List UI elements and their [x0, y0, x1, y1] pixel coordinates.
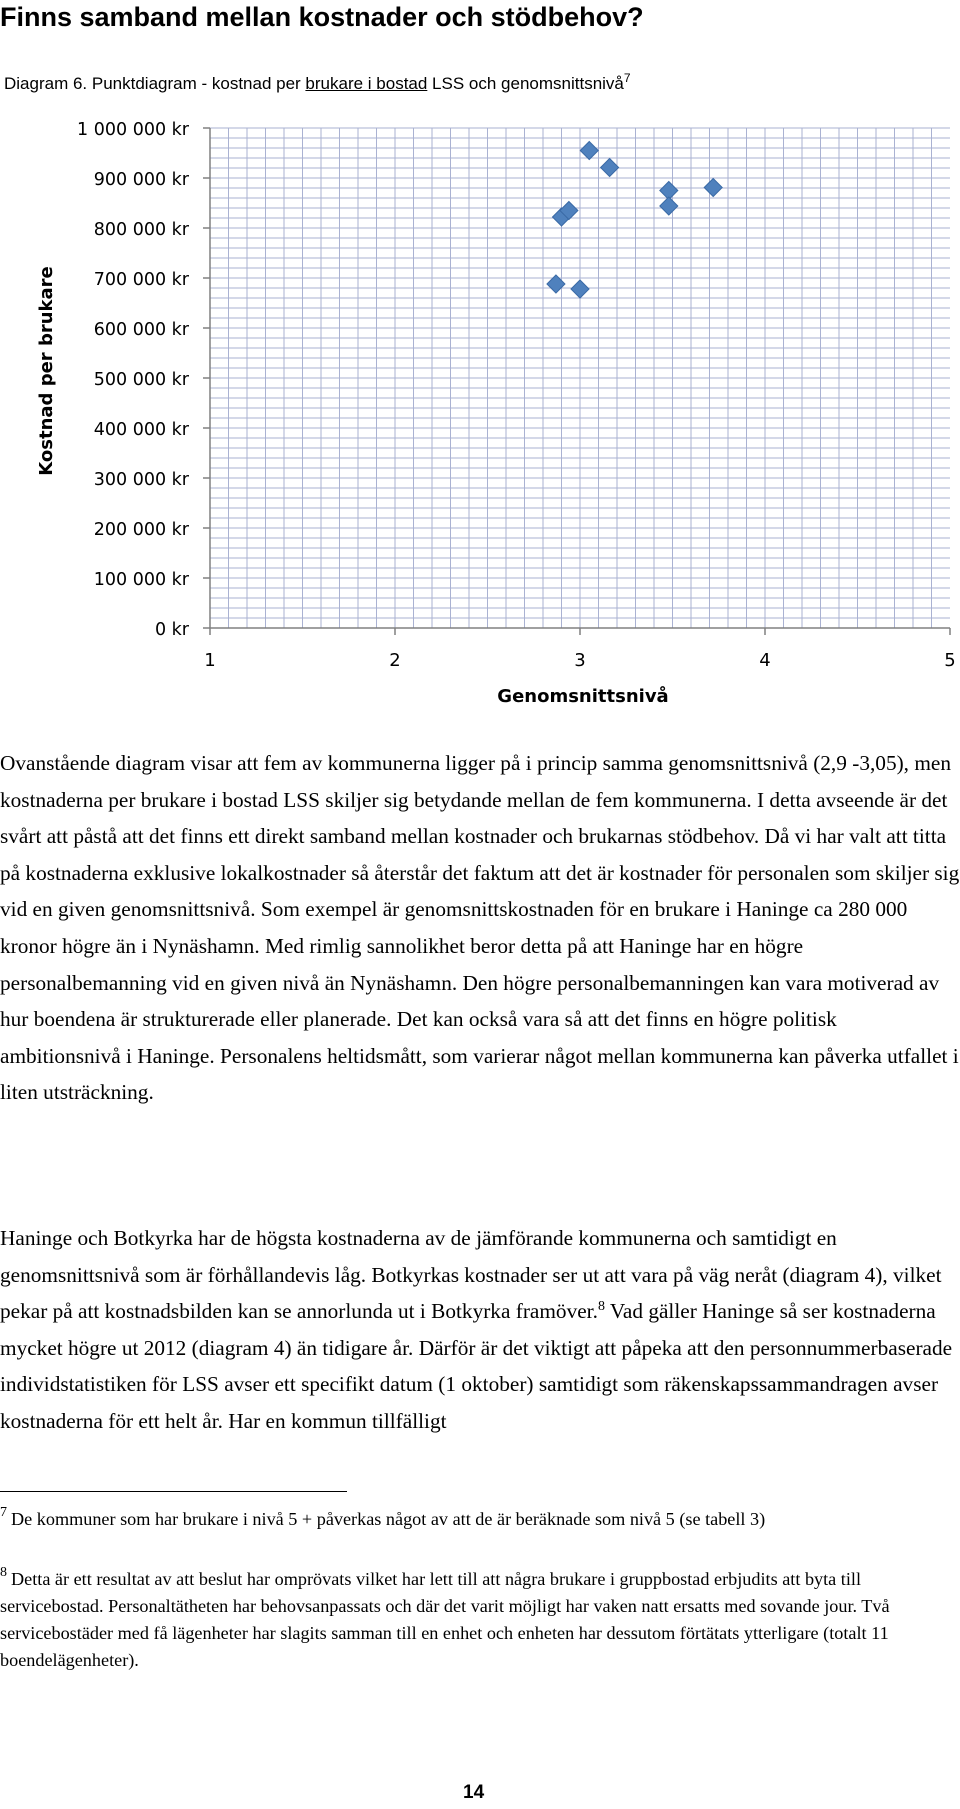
- y-tick-label: 200 000 kr: [93, 520, 189, 540]
- footnote-7-number: 7: [0, 1505, 7, 1520]
- footnote-ref-8: 8: [597, 1299, 605, 1315]
- x-axis-label: Genomsnittsnivå: [497, 686, 669, 707]
- y-tick-label: 0 kr: [154, 620, 189, 640]
- x-tick-label: 3: [574, 650, 586, 671]
- y-axis-label: Kostnad per brukare: [36, 266, 57, 476]
- x-tick-label: 2: [389, 650, 401, 671]
- data-point-marker: [704, 179, 722, 197]
- data-point-marker: [601, 159, 619, 177]
- y-tick-label: 700 000 kr: [93, 270, 189, 290]
- chart-axes: [203, 128, 950, 635]
- x-tick-labels: [204, 650, 955, 671]
- page-number: 14: [463, 1782, 485, 1803]
- data-points: [547, 142, 722, 299]
- data-point-marker: [660, 197, 678, 215]
- y-tick-labels: [77, 120, 190, 640]
- caption-footnote-ref: 7: [623, 71, 631, 85]
- y-tick-label: 1 000 000 kr: [77, 120, 189, 140]
- page-heading: Finns samband mellan kostnader och stödbehov?: [0, 2, 644, 32]
- data-point-marker: [580, 142, 598, 160]
- footnote-separator: [0, 1491, 347, 1492]
- caption-underlined-text: brukare i bostad: [305, 74, 428, 93]
- body-paragraph-2: [0, 1220, 960, 1440]
- body-paragraph-1: Ovanstående diagram visar att fem av kommunerna ligger på i princip samma genomsnittsnivå (2,9 -3,05), men kostnaderna per brukare i bostad LSS skiljer sig betydande mellan de fem kommunerna. I detta avseende är det svårt att påstå att det finns ett direkt samband mellan kostnader och brukarnas stödbehov. Då vi har valt att titta på kostnaderna exklusive lokalkostnader så återstår det faktum att det är kostnader för personalen som skiljer sig vid en given genomsnittsnivå. Som exempel är genomsnittskostnaden för en brukare i Haninge ca 280 000 kronor högre än i Nynäshamn. Med rimlig sannolikhet beror detta på att Haninge har en högre personalbemanning vid en given nivå än Nynäshamn. Den högre personalbemanningen kan vara motiverad av hur boendena är strukturerade eller planerade. Det kan också vara så att det finns en högre politisk ambitionsnivå i Haninge. Personalens heltidsmått, som varierar något mellan kommunerna kan påverka utfallet i liten utsträckning.: [0, 751, 960, 1105]
- paragraph-2-part-2: Vad gäller Haninge så ser kostnaderna mycket högre ut 2012 (diagram 4) än tidigare år. Därför är det viktigt att påpeka att den personnummerbaserade individstatistiken för LSS avser ett specifikt datum (1 oktober) samtidigt som räkenskapssammandragen avser kostnaderna för ett helt år. Har en kommun tillfälligt: [0, 1299, 953, 1433]
- footnote-7: [0, 1506, 960, 1533]
- diagram-caption: [4, 71, 631, 94]
- y-tick-label: 400 000 kr: [93, 420, 189, 440]
- y-tick-label: 300 000 kr: [93, 470, 189, 490]
- footnote-8-text: Detta är ett resultat av att beslut har omprövats vilket har lett till att några brukare i gruppbostad erbjudits att byta till servicebostad. Personaltätheten har behovsanpassats och där det varit möjligt har vaken natt ersatts med sovande jour. Två servicebostäder med få lägenheter har slagits samman till en enhet och enheten har dessutom förtätats ytterligare (totalt 11 boendelägenheter).: [0, 1569, 890, 1670]
- scatter-chart: [0, 108, 960, 720]
- caption-prefix: Diagram 6. Punktdiagram - kostnad per: [4, 74, 306, 93]
- x-tick-label: 5: [944, 650, 956, 671]
- footnote-8: [0, 1566, 960, 1674]
- y-tick-label: 500 000 kr: [93, 370, 189, 390]
- x-tick-label: 1: [204, 650, 216, 671]
- y-tick-label: 900 000 kr: [93, 170, 189, 190]
- paragraph-2-part-1: Haninge och Botkyrka har de högsta kostnaderna av de jämförande kommunerna och samtidigt en genomsnittsnivå som är förhållandevis låg. Botkyrkas kostnader ser ut att vara på väg neråt (diagram 4), vilket pekar på att kostnadsbilden kan se annorlunda ut i Botkyrka framöver.: [0, 1226, 942, 1324]
- x-tick-label: 4: [759, 650, 771, 671]
- y-tick-label: 100 000 kr: [93, 570, 189, 590]
- caption-middle: LSS och genomsnittsnivå: [427, 74, 624, 93]
- chart-grid: [210, 128, 950, 628]
- data-point-marker: [571, 280, 589, 298]
- y-tick-label: 800 000 kr: [93, 220, 189, 240]
- footnote-8-number: 8: [0, 1565, 7, 1580]
- footnote-7-text: De kommuner som har brukare i nivå 5 + påverkas något av att de är beräknade som nivå 5 (se tabell 3): [11, 1509, 766, 1529]
- y-tick-label: 600 000 kr: [93, 320, 189, 340]
